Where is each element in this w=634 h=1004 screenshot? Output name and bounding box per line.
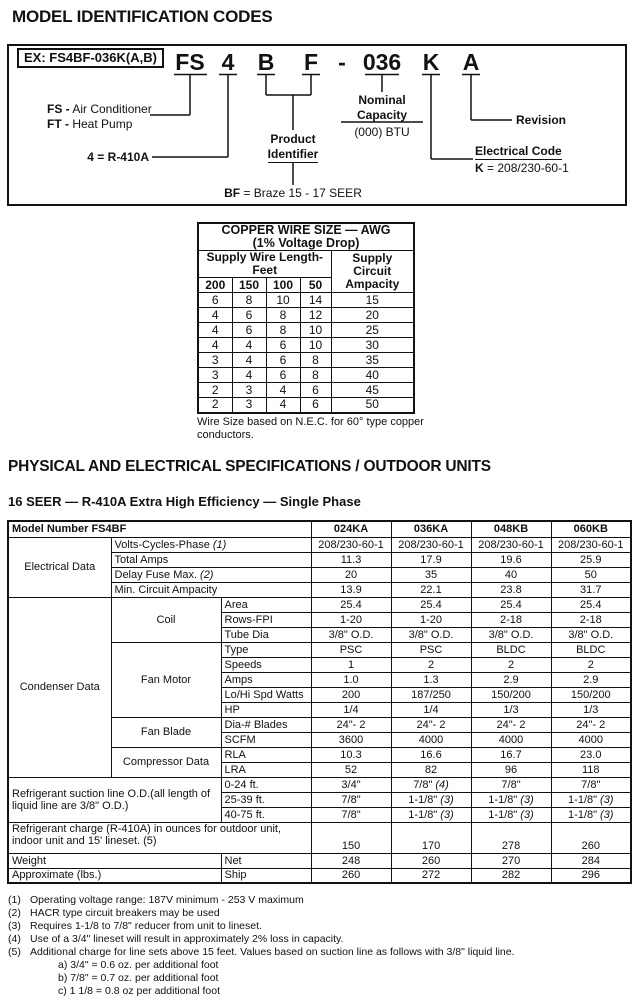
wire-cell: 6 bbox=[232, 323, 266, 338]
wire-cell: 50 bbox=[331, 398, 414, 413]
wire-cell: 3 bbox=[232, 383, 266, 398]
wire-table-title bbox=[198, 223, 414, 251]
section-subtitle: 16 SEER — R-410A Extra High Efficiency — Single Phase bbox=[8, 494, 361, 509]
spec-cell: BLDC bbox=[551, 642, 631, 657]
wire-cell: 10 bbox=[300, 338, 331, 353]
wire-cell: 15 bbox=[331, 293, 414, 308]
wire-cell: 20 bbox=[331, 308, 414, 323]
wire-cell: 25 bbox=[331, 323, 414, 338]
nominal-line1: Nominal bbox=[358, 93, 406, 107]
row-label: HP bbox=[221, 702, 311, 717]
spec-cell: 208/230-60-1 bbox=[551, 537, 631, 552]
bf-descriptor bbox=[173, 186, 413, 201]
spec-cell: 1/4 bbox=[391, 702, 471, 717]
row-label: 40-75 ft. bbox=[221, 807, 311, 822]
spec-cell: 1 bbox=[311, 657, 391, 672]
fs-key: FS - bbox=[47, 102, 70, 116]
spec-cell bbox=[391, 792, 471, 807]
cell-value: 1-1/8" bbox=[568, 808, 598, 821]
spec-cell: 25.4 bbox=[311, 597, 391, 612]
spec-cell: 4000 bbox=[471, 732, 551, 747]
row-label: Type bbox=[221, 642, 311, 657]
spec-cell: 1-20 bbox=[391, 612, 471, 627]
spec-cell: 260 bbox=[551, 822, 631, 853]
cell-value: 7/8" bbox=[341, 793, 361, 806]
spec-cell: 1/3 bbox=[551, 702, 631, 717]
footnote-subnotes bbox=[58, 959, 628, 998]
spec-cell: 4000 bbox=[551, 732, 631, 747]
code-part-dash: - bbox=[338, 49, 346, 75]
spec-cell: 23.0 bbox=[551, 747, 631, 762]
group-approximate-lbs: Approximate (lbs.) bbox=[8, 868, 221, 883]
col-header-024ka: 024KA bbox=[311, 521, 391, 537]
fs-value: Air Conditioner bbox=[69, 102, 152, 116]
spec-cell: 24"- 2 bbox=[471, 717, 551, 732]
row-label: Amps bbox=[221, 672, 311, 687]
electrical-code-title: Electrical Code bbox=[475, 144, 562, 158]
section-title: PHYSICAL AND ELECTRICAL SPECIFICATIONS / OUTDOOR UNITS bbox=[8, 458, 491, 475]
spec-cell: 50 bbox=[551, 567, 631, 582]
cell-value: 7/8" bbox=[501, 778, 521, 791]
row-label: Dia-# Blades bbox=[221, 717, 311, 732]
row-label-note: (2) bbox=[200, 568, 214, 581]
table-row bbox=[8, 822, 631, 853]
table-row bbox=[8, 868, 631, 883]
spec-cell: 3/8" O.D. bbox=[391, 627, 471, 642]
spec-cell: 25.4 bbox=[391, 597, 471, 612]
code-part-f: F bbox=[303, 49, 319, 75]
wire-cell: 3 bbox=[198, 368, 232, 383]
spec-cell: 2.9 bbox=[551, 672, 631, 687]
wire-cell: 10 bbox=[266, 293, 300, 308]
spec-cell: 282 bbox=[471, 868, 551, 883]
cell-note: (3) bbox=[440, 808, 454, 821]
row-label: LRA bbox=[221, 762, 311, 777]
footnote-marker: (1) bbox=[8, 894, 21, 906]
wire-row bbox=[198, 308, 414, 323]
group-fan-blade: Fan Blade bbox=[111, 717, 221, 747]
col-header-036ka: 036KA bbox=[391, 521, 471, 537]
footnote-marker: (5) bbox=[8, 946, 21, 958]
spec-cell: 11.3 bbox=[311, 552, 391, 567]
example-code-box: EX: FS4BF-036K(A,B) bbox=[17, 48, 164, 68]
spec-header-row bbox=[8, 521, 631, 537]
spec-cell: 1/4 bbox=[311, 702, 391, 717]
wire-cell: 2 bbox=[198, 398, 232, 413]
cell-value: 7/8" bbox=[413, 778, 433, 791]
product-identifier-line2: Identifier bbox=[267, 146, 319, 161]
wire-cell: 8 bbox=[300, 353, 331, 368]
spec-cell bbox=[391, 777, 471, 792]
page-title: MODEL IDENTIFICATION CODES bbox=[12, 7, 273, 26]
ft-value: Heat Pump bbox=[69, 116, 133, 131]
row-label: Total Amps bbox=[111, 552, 311, 567]
footnote-text: Requires 1-1/8 to 7/8" reducer from unit to lineset. bbox=[30, 920, 262, 932]
cell-note: (3) bbox=[600, 808, 614, 821]
group-fan-motor: Fan Motor bbox=[111, 642, 221, 717]
spec-cell bbox=[311, 807, 391, 822]
spec-cell: 150 bbox=[311, 822, 391, 853]
electrical-code-block bbox=[475, 144, 569, 175]
spec-table bbox=[7, 520, 632, 884]
spec-cell: 208/230-60-1 bbox=[391, 537, 471, 552]
spec-cell: 24"- 2 bbox=[311, 717, 391, 732]
cell-note: (3) bbox=[520, 793, 534, 806]
footnote-item bbox=[8, 907, 628, 920]
spec-cell: 187/250 bbox=[391, 687, 471, 702]
wire-header-row-1 bbox=[198, 251, 414, 278]
col-header-060kb: 060KB bbox=[551, 521, 631, 537]
spec-cell: 2 bbox=[471, 657, 551, 672]
wire-cell: 6 bbox=[300, 398, 331, 413]
row-label: 0-24 ft. bbox=[221, 777, 311, 792]
spec-cell: 31.7 bbox=[551, 582, 631, 597]
spec-cell: 24"- 2 bbox=[551, 717, 631, 732]
spec-cell: 25.4 bbox=[471, 597, 551, 612]
wire-cell: 30 bbox=[331, 338, 414, 353]
spec-cell: 1.0 bbox=[311, 672, 391, 687]
spec-cell: 10.3 bbox=[311, 747, 391, 762]
spec-cell: 284 bbox=[551, 853, 631, 868]
spec-cell: PSC bbox=[391, 642, 471, 657]
spec-cell: 35 bbox=[391, 567, 471, 582]
row-label-text: Volts-Cycles-Phase bbox=[114, 538, 210, 551]
spec-cell: 278 bbox=[471, 822, 551, 853]
spec-cell: 1-20 bbox=[311, 612, 391, 627]
revision-label: Revision bbox=[516, 113, 567, 127]
spec-cell: 270 bbox=[471, 853, 551, 868]
cell-value: 7/8" bbox=[581, 778, 601, 791]
footnote-text: Use of a 3/4" lineset will result in approximately 2% loss in capacity. bbox=[30, 933, 344, 945]
wire-cell: 10 bbox=[300, 323, 331, 338]
spec-cell bbox=[391, 807, 471, 822]
spec-cell: 25.4 bbox=[551, 597, 631, 612]
wire-cell: 35 bbox=[331, 353, 414, 368]
group-suction-line: Refrigerant suction line O.D.(all length of liquid line are 3/8" O.D.) bbox=[8, 777, 221, 822]
wire-cell: 4 bbox=[266, 398, 300, 413]
spec-cell: 16.6 bbox=[391, 747, 471, 762]
spec-cell: 208/230-60-1 bbox=[311, 537, 391, 552]
spec-cell bbox=[551, 792, 631, 807]
code-part-k: K bbox=[422, 49, 440, 75]
footnote-subitem: c) 1 1/8 = 0.8 oz per additional foot bbox=[58, 985, 220, 997]
group-refrigerant-charge: Refrigerant charge (R-410A) in ounces for outdoor unit, indoor unit and 15' lineset. (5) bbox=[8, 822, 311, 853]
wire-cell: 6 bbox=[300, 383, 331, 398]
spec-cell bbox=[311, 777, 391, 792]
spec-cell: 3/8" O.D. bbox=[551, 627, 631, 642]
wire-cell: 4 bbox=[198, 308, 232, 323]
wire-cell: 4 bbox=[198, 323, 232, 338]
ampacity-header-line1: Supply Circuit bbox=[352, 251, 393, 278]
model-number-header: Model Number FS4BF bbox=[8, 521, 311, 537]
table-row bbox=[8, 537, 631, 552]
wire-cell: 4 bbox=[198, 338, 232, 353]
spec-cell: 200 bbox=[311, 687, 391, 702]
code-part-a: A bbox=[462, 49, 480, 75]
code-part-b: B bbox=[257, 49, 275, 75]
spec-cell: 2 bbox=[391, 657, 471, 672]
spec-cell: 208/230-60-1 bbox=[471, 537, 551, 552]
group-electrical-data: Electrical Data bbox=[8, 537, 111, 597]
model-identification-diagram bbox=[7, 44, 627, 206]
wire-cell: 3 bbox=[198, 353, 232, 368]
ampacity-header-line2: Ampacity bbox=[345, 277, 400, 291]
product-identifier-line1: Product bbox=[270, 132, 316, 146]
footnote-item bbox=[8, 920, 628, 933]
wire-row bbox=[198, 368, 414, 383]
footnote-text: HACR type circuit breakers may be used bbox=[30, 907, 220, 919]
footnote-text: Operating voltage range: 187V minimum - 253 V maximum bbox=[30, 894, 304, 906]
table-row bbox=[8, 777, 631, 792]
spec-cell bbox=[551, 777, 631, 792]
row-label: RLA bbox=[221, 747, 311, 762]
row-label-note: (1) bbox=[212, 538, 227, 551]
spec-cell: 16.7 bbox=[471, 747, 551, 762]
footnote-text: Additional charge for line sets above 15 feet. Values based on suction line as follows with 3/8" liquid line. bbox=[30, 946, 515, 958]
cell-note: (4) bbox=[435, 778, 449, 791]
spec-cell: 118 bbox=[551, 762, 631, 777]
ampacity-header bbox=[331, 251, 414, 293]
cell-value: 1-1/8" bbox=[408, 793, 438, 806]
spec-cell: 19.6 bbox=[471, 552, 551, 567]
spec-cell: 22.1 bbox=[391, 582, 471, 597]
spec-cell: 52 bbox=[311, 762, 391, 777]
spec-cell: 4000 bbox=[391, 732, 471, 747]
group-weight: Weight bbox=[8, 853, 221, 868]
spec-cell: 2-18 bbox=[551, 612, 631, 627]
wire-cell: 4 bbox=[232, 353, 266, 368]
row-label: Tube Dia bbox=[221, 627, 311, 642]
cell-note: (3) bbox=[600, 793, 614, 806]
wire-title-line2: (1% Voltage Drop) bbox=[252, 236, 360, 250]
footnote-marker: (3) bbox=[8, 920, 21, 932]
wire-cell: 8 bbox=[266, 323, 300, 338]
spec-cell: 2.9 bbox=[471, 672, 551, 687]
wire-cell: 6 bbox=[198, 293, 232, 308]
length-group-header: Supply Wire Length-Feet bbox=[198, 251, 331, 278]
row-label bbox=[111, 567, 311, 582]
wire-row bbox=[198, 353, 414, 368]
spec-cell: 96 bbox=[471, 762, 551, 777]
wire-row bbox=[198, 398, 414, 413]
spec-cell: 40 bbox=[471, 567, 551, 582]
wire-cell: 3 bbox=[232, 398, 266, 413]
cell-value: 1-1/8" bbox=[408, 808, 438, 821]
wire-cell: 4 bbox=[232, 338, 266, 353]
wire-cell: 8 bbox=[232, 293, 266, 308]
cell-value: 1-1/8" bbox=[488, 808, 518, 821]
spec-cell: 2-18 bbox=[471, 612, 551, 627]
spec-cell: 24"- 2 bbox=[391, 717, 471, 732]
table-row bbox=[8, 597, 631, 612]
spec-cell bbox=[471, 807, 551, 822]
row-label: SCFM bbox=[221, 732, 311, 747]
nominal-line2: Capacity bbox=[356, 107, 408, 122]
footnote-item bbox=[8, 894, 628, 907]
wire-row bbox=[198, 323, 414, 338]
footnote-item bbox=[8, 946, 628, 959]
electrical-code-value: = 208/230-60-1 bbox=[483, 160, 569, 175]
row-label: Lo/Hi Spd Watts bbox=[221, 687, 311, 702]
nominal-line3: (000) BTU bbox=[354, 125, 410, 139]
spec-cell: 1.3 bbox=[391, 672, 471, 687]
footnote-subitem: a) 3/4" = 0.6 oz. per additional foot bbox=[58, 959, 219, 971]
row-label: Speeds bbox=[221, 657, 311, 672]
row-label: Area bbox=[221, 597, 311, 612]
spec-cell: 260 bbox=[311, 868, 391, 883]
footnote-marker: (2) bbox=[8, 907, 21, 919]
wire-row bbox=[198, 338, 414, 353]
spec-cell bbox=[471, 792, 551, 807]
spec-cell: 82 bbox=[391, 762, 471, 777]
footnote-subitem: b) 7/8" = 0.7 oz. per additional foot bbox=[58, 972, 219, 984]
col-header-048kb: 048KB bbox=[471, 521, 551, 537]
ft-key: FT - bbox=[47, 116, 69, 131]
spec-cell: 248 bbox=[311, 853, 391, 868]
wire-title-line1: COPPER WIRE SIZE — AWG bbox=[221, 223, 391, 237]
wire-table-note: Wire Size based on N.E.C. for 60° type copper conductors. bbox=[197, 416, 424, 441]
spec-cell: 20 bbox=[311, 567, 391, 582]
wire-cell: 6 bbox=[266, 353, 300, 368]
row-label: 25-39 ft. bbox=[221, 792, 311, 807]
bf-key: BF bbox=[224, 186, 241, 200]
spec-cell: 13.9 bbox=[311, 582, 391, 597]
wire-cell: 45 bbox=[331, 383, 414, 398]
bf-value: = Braze 15 - 17 SEER bbox=[240, 186, 362, 200]
wire-row bbox=[198, 383, 414, 398]
spec-cell bbox=[311, 792, 391, 807]
spec-cell: 150/200 bbox=[471, 687, 551, 702]
spec-cell: 2 bbox=[551, 657, 631, 672]
row-label: Rows-FPI bbox=[221, 612, 311, 627]
wire-title-row bbox=[198, 223, 414, 251]
cell-note: (3) bbox=[520, 808, 534, 821]
row-label bbox=[111, 537, 311, 552]
footnote-marker: (4) bbox=[8, 933, 21, 945]
row-label: Net bbox=[221, 853, 311, 868]
spec-cell: 17.9 bbox=[391, 552, 471, 567]
wire-cell: 4 bbox=[232, 368, 266, 383]
spec-cell bbox=[471, 777, 551, 792]
table-row bbox=[8, 853, 631, 868]
footnote-item bbox=[8, 933, 628, 946]
length-col-50: 50 bbox=[300, 278, 331, 293]
cell-value: 1-1/8" bbox=[568, 793, 598, 806]
wire-cell: 4 bbox=[266, 383, 300, 398]
wire-cell: 12 bbox=[300, 308, 331, 323]
code-part-4: 4 bbox=[221, 49, 235, 75]
wire-cell: 14 bbox=[300, 293, 331, 308]
footnotes bbox=[8, 894, 628, 998]
nominal-capacity-label bbox=[337, 93, 427, 140]
wire-cell: 40 bbox=[331, 368, 414, 383]
spec-cell bbox=[551, 807, 631, 822]
spec-cell: BLDC bbox=[471, 642, 551, 657]
cell-value: 7/8" bbox=[341, 808, 361, 821]
code-part-036: 036 bbox=[362, 49, 402, 75]
wire-cell: 2 bbox=[198, 383, 232, 398]
spec-cell: 3/8" O.D. bbox=[311, 627, 391, 642]
wire-cell: 8 bbox=[266, 308, 300, 323]
group-condenser-data: Condenser Data bbox=[8, 597, 111, 777]
spec-cell: PSC bbox=[311, 642, 391, 657]
spec-cell: 23.8 bbox=[471, 582, 551, 597]
spec-cell: 296 bbox=[551, 868, 631, 883]
spec-cell: 260 bbox=[391, 853, 471, 868]
product-identifier-label bbox=[248, 132, 338, 161]
length-col-150: 150 bbox=[232, 278, 266, 293]
cell-value: 1-1/8" bbox=[488, 793, 518, 806]
cell-note: (3) bbox=[440, 793, 454, 806]
wire-size-table bbox=[197, 222, 415, 414]
row-label-text: Delay Fuse Max. bbox=[114, 568, 198, 581]
refrigerant-type-label: 4 = R-410A bbox=[87, 150, 149, 164]
group-compressor-data: Compressor Data bbox=[111, 747, 221, 777]
spec-cell: 3600 bbox=[311, 732, 391, 747]
spec-cell: 1/3 bbox=[471, 702, 551, 717]
spec-cell: 272 bbox=[391, 868, 471, 883]
spec-cell: 150/200 bbox=[551, 687, 631, 702]
wire-cell: 6 bbox=[232, 308, 266, 323]
electrical-code-key: K bbox=[475, 160, 484, 175]
length-col-200: 200 bbox=[198, 278, 232, 293]
wire-row bbox=[198, 293, 414, 308]
wire-cell: 6 bbox=[266, 338, 300, 353]
row-label: Min. Circuit Ampacity bbox=[111, 582, 311, 597]
length-col-100: 100 bbox=[266, 278, 300, 293]
spec-cell: 25.9 bbox=[551, 552, 631, 567]
spec-cell: 170 bbox=[391, 822, 471, 853]
wire-cell: 6 bbox=[266, 368, 300, 383]
code-part-fs: FS bbox=[175, 49, 205, 75]
row-label: Ship bbox=[221, 868, 311, 883]
cell-value: 3/4" bbox=[341, 778, 361, 791]
group-coil: Coil bbox=[111, 597, 221, 642]
wire-cell: 8 bbox=[300, 368, 331, 383]
spec-cell: 3/8" O.D. bbox=[471, 627, 551, 642]
unit-type-legend bbox=[47, 102, 152, 131]
